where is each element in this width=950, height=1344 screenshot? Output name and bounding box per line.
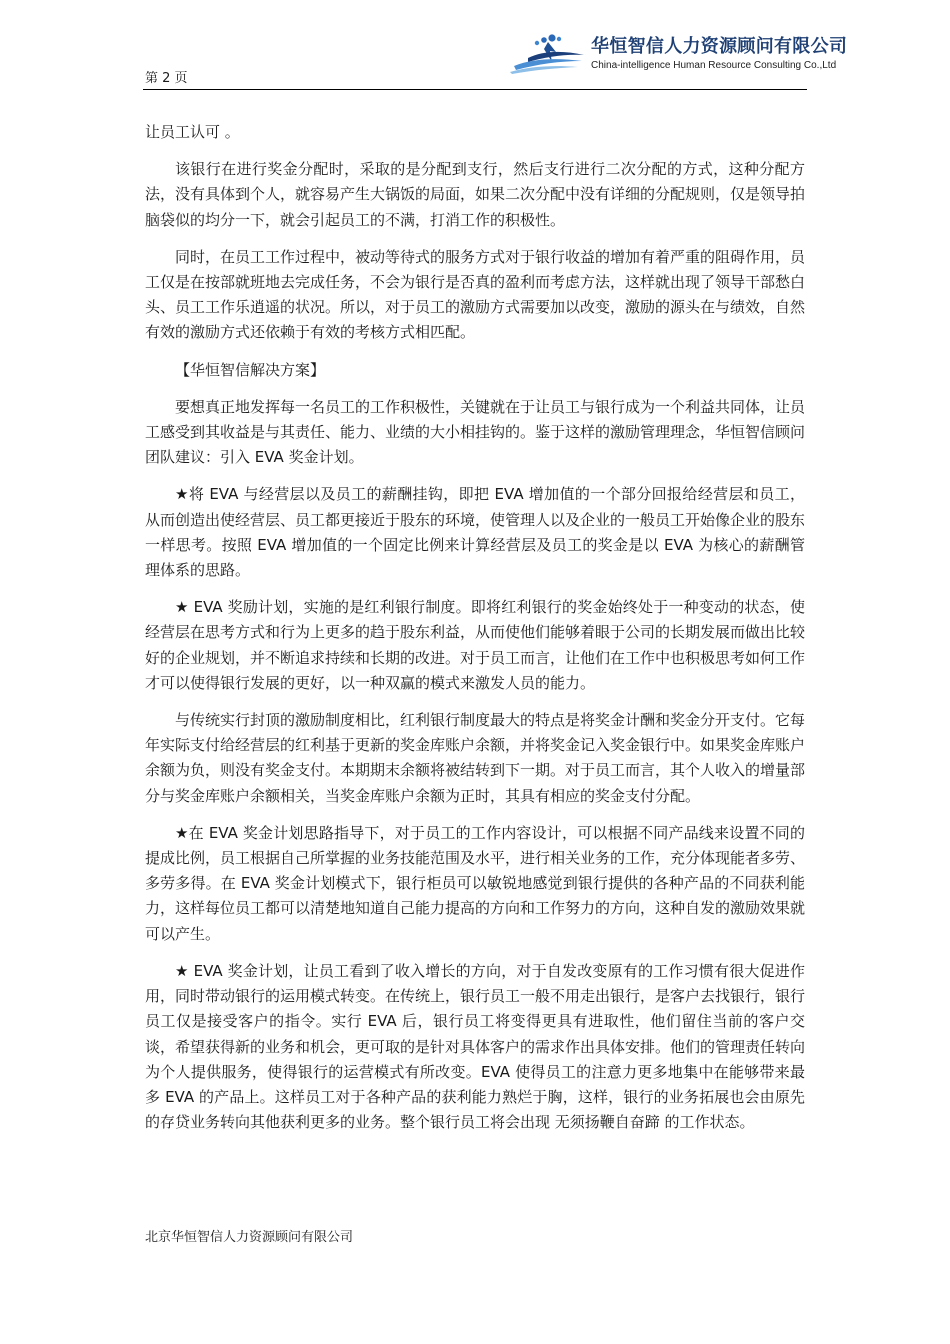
paragraph: ★ EVA 奖励计划，实施的是红利银行制度。即将红利银行的奖金始终处于一种变动的状态，使经营层在思考方式和行为上更多的趋于股东利益，从而使他们能够着眼于公司的长期发展而做出比较好的企业规划，并不断追求持续和长期的改进。对于员工而言，让他们在工作中也积极思考如何工作才可以使得银行发展的更好，以一种双赢的模式来激发人员的能力。	[145, 598, 806, 692]
section-heading: 【华恒智信解决方案】	[175, 360, 326, 379]
paragraph: 要想真正地发挥每一名员工的工作积极性，关键就在于让员工与银行成为一个利益共同体，让员工感受到其收益是与其责任、能力、业绩的大小相挂钩的。鉴于这样的激励管理理念，华恒智信顾问团队建议：引入 EVA 奖金计划。	[145, 397, 806, 467]
paragraph: 与传统实行封顶的激励制度相比，红利银行制度最大的特点是将奖金计酬和奖金分开支付。它每年实际支付给经营层的红利基于更新的奖金库账户余额，并将奖金记入奖金银行中。如果奖金库账户余额为负，则没有奖金支付。本期期末余额将被结转到下一期。对于员工而言，其个人收入的增量部分与奖金库账户余额相关，当奖金库账户余额为正时，其具有相应的奖金支付分配。	[145, 711, 806, 805]
footer-company-name: 北京华恒智信人力资源顾问有限公司	[145, 1230, 354, 1245]
paragraph: 让员工认可 。	[145, 123, 240, 141]
header-divider	[143, 89, 807, 90]
paragraph: 同时，在员工工作过程中，被动等待式的服务方式对于银行收益的增加有着严重的阻碍作用，员工仅是在按部就班地去完成任务，不会为银行是否真的盈利而考虑方法，这样就出现了领导干部愁白头、员工工作乐逍遥的状况。所以，对于员工的激励方式需要加以改变，激励的源头在与绩效，自然有效的激励方式还依赖于有效的考核方式相匹配。	[145, 247, 806, 342]
document-body	[145, 120, 805, 1147]
paragraph: 该银行在进行奖金分配时，采取的是分配到支行，然后支行进行二次分配的方式，这种分配方法，没有具体到个人，就容易产生大锅饭的局面，如果二次分配中没有详细的分配规则，仅是领导拍脑袋似的均分一下，就会引起员工的不满，打消工作的积极性。	[145, 160, 806, 229]
company-logo	[508, 32, 853, 78]
page-number: 第 2 页	[145, 71, 188, 86]
logo-company-name-en: China-intelligence Human Resource Consulting Co.,Ltd	[591, 60, 837, 71]
paragraph: ★ EVA 奖金计划，让员工看到了收入增长的方向，对于自发改变原有的工作习惯有很大促进作用，同时带动银行的运用模式转变。在传统上，银行员工一般不用走出银行，是客户去找银行，银行员工仅是接受客户的指令。实行 EVA 后，银行员工将变得更具有进取性，他们留住当前的客户交谈，希望获得新的业务和机会，更可取的是针对具体客户的需求作出具体安排。他们的管理责任转向为个人提供服务，使得银行的运营模式有所改变。EVA 使得员工的注意力更多地集中在能够带来最多 EVA 的产品上。这样员工对于各种产品的获利能力熟烂于胸，这样，银行的业务拓展也会由原先的存贷业务转向其他获利更多的业务。整个银行员工将会出现 无须扬鞭自奋蹄 的工作状态。	[145, 961, 806, 1132]
paragraph: ★将 EVA 与经营层以及员工的薪酬挂钩，即把 EVA 增加值的一个部分回报给经营层和员工，从而创造出使经营层、员工都更接近于股东的环境，使管理人以及企业的一般员工开始像企业的股东一样思考。按照 EVA 增加值的一个固定比例来计算经营层及员工的奖金是以 EVA 为核心的薪酬管理体系的思路。	[145, 485, 806, 580]
logo-mark-icon	[508, 32, 586, 74]
logo-company-name-cn: 华恒智信人力资源顾问有限公司	[591, 36, 848, 57]
paragraph: ★在 EVA 奖金计划思路指导下，对于员工的工作内容设计，可以根据不同产品线来设置不同的提成比例，员工根据自己所掌握的业务技能范围及水平，进行相关业务的工作，充分体现能者多劳、多劳多得。在 EVA 奖金计划模式下，银行柜员可以敏锐地感觉到银行提供的各种产品的不同获利能力，这样每位员工都可以清楚地知道自己能力提高的方向和工作努力的方向，这种自发的激励效果就可以产生。	[145, 823, 806, 943]
